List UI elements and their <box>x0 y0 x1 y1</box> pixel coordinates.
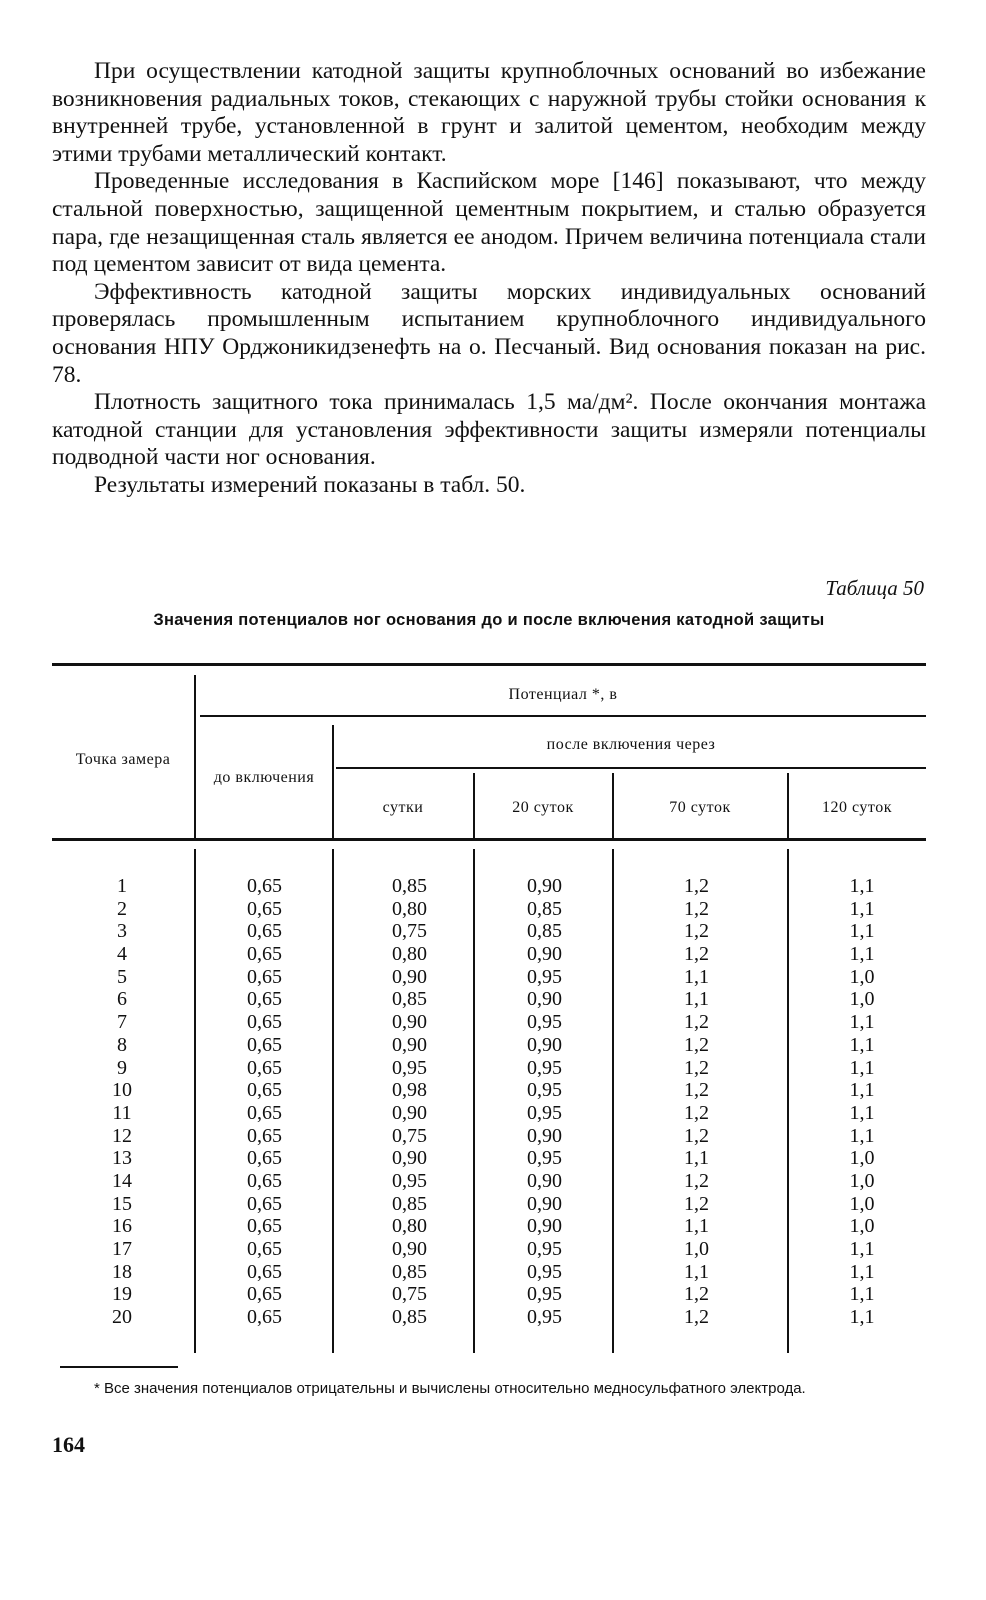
table-cell: 1,2 <box>684 1079 709 1102</box>
table-cell: 0,95 <box>527 1056 562 1079</box>
table-cell: 0,95 <box>527 1260 562 1283</box>
table-cell: 11 <box>112 1101 132 1124</box>
table-cell: 0,65 <box>247 1215 282 1238</box>
table-cell: 0,65 <box>247 1011 282 1034</box>
table-cell: 0,90 <box>527 1033 562 1056</box>
table-cell: 1,1 <box>849 1079 875 1102</box>
table-cell: 1,2 <box>684 920 709 943</box>
table-cell: 1,0 <box>849 1147 875 1170</box>
table-cell: 0,95 <box>527 1079 562 1102</box>
table-cell: 0,90 <box>392 965 427 988</box>
table-row <box>52 920 926 943</box>
table-row <box>52 1306 926 1329</box>
header-bottom-rule <box>52 838 926 841</box>
header-day20: 20 суток <box>512 799 574 816</box>
table-cell: 1,1 <box>849 1101 875 1124</box>
table-cell: 0,65 <box>247 1260 282 1283</box>
table-cell: 0,95 <box>527 1306 562 1329</box>
header-rule-after <box>336 767 926 769</box>
table-cell: 0,85 <box>392 1192 427 1215</box>
table-cell: 1,1 <box>849 875 875 897</box>
paragraph: Плотность защитного тока принималась 1,5 ма/дм². После окончания монтажа катодной станции для установления эффективности защиты измеряли потенциалы подводной части ног основания. <box>52 389 926 471</box>
footnote: * Все значения потенциалов отрицательны и вычислены относительно медносульфатного электрода. <box>94 1380 806 1397</box>
table-cell: 0,75 <box>392 920 427 943</box>
table-cell: 0,65 <box>247 1192 282 1215</box>
table-cell: 0,95 <box>392 1169 427 1192</box>
table-cell: 0,90 <box>392 1033 427 1056</box>
table-row <box>52 1034 926 1057</box>
table-cell: 0,80 <box>392 943 427 966</box>
paragraph: Результаты измерений показаны в табл. 50. <box>94 471 526 498</box>
table-cell: 0,90 <box>527 1169 562 1192</box>
table-cell: 0,65 <box>247 1124 282 1147</box>
table-cell: 0,90 <box>527 1124 562 1147</box>
paragraph: При осуществлении катодной защиты крупноблочных оснований во избежание возникновения радиальных токов, стекающих с наружной трубы стойки основания к внутренней трубе, установленной в грунт и залитой цементом, необходим между этими трубами металлический контакт. <box>52 58 926 167</box>
table-cell: 0,90 <box>392 1238 427 1260</box>
table-cell: 0,65 <box>247 1169 282 1192</box>
table-row <box>52 1283 926 1306</box>
table-row <box>52 1102 926 1125</box>
table-row <box>52 943 926 966</box>
table-cell: 1,1 <box>849 1124 875 1147</box>
table-row <box>52 1125 926 1148</box>
table-cell: 1,2 <box>684 1283 709 1306</box>
table-cell: 1,2 <box>684 897 709 920</box>
table-cell: 0,65 <box>247 965 282 988</box>
table-cell: 2 <box>117 897 127 920</box>
table-cell: 0,98 <box>392 1079 427 1102</box>
header-rule-potential <box>200 715 926 717</box>
table-cell: 7 <box>117 1011 127 1034</box>
table-cell: 1,1 <box>849 1306 875 1329</box>
table-cell: 0,90 <box>392 1147 427 1170</box>
table-cell: 1,2 <box>684 943 709 966</box>
table-cell: 1,0 <box>849 988 875 1011</box>
table-cell: 5 <box>117 965 127 988</box>
table-cell: 0,65 <box>247 897 282 920</box>
table-cell: 0,85 <box>527 920 562 943</box>
table-cell: 1,2 <box>684 1169 709 1192</box>
table-cell: 1 <box>117 875 127 897</box>
table-cell: 1,2 <box>684 1101 709 1124</box>
table-cell: 0,65 <box>247 1033 282 1056</box>
table-cell: 0,95 <box>527 1101 562 1124</box>
table-cell: 0,65 <box>247 1306 282 1329</box>
table-row <box>52 988 926 1011</box>
table-cell: 1,1 <box>684 965 709 988</box>
table-row <box>52 1147 926 1170</box>
table-cell: 1,1 <box>684 1147 709 1170</box>
table-cell: 4 <box>117 943 127 966</box>
table-row <box>52 1261 926 1284</box>
table-cell: 1,1 <box>849 897 875 920</box>
table-row <box>52 1238 926 1261</box>
table-cell: 0,65 <box>247 920 282 943</box>
table-cell: 3 <box>117 920 127 943</box>
table-cell: 20 <box>112 1306 132 1329</box>
table-cell: 0,65 <box>247 1056 282 1079</box>
table-cell: 0,90 <box>392 1101 427 1124</box>
table-cell: 1,1 <box>849 1238 875 1260</box>
table-label: Таблица 50 <box>825 576 924 600</box>
table-cell: 0,90 <box>527 943 562 966</box>
table-row <box>52 898 926 921</box>
table-cell: 10 <box>112 1079 132 1102</box>
table-cell: 1,2 <box>684 1033 709 1056</box>
table-cell: 1,1 <box>849 1283 875 1306</box>
table-cell: 1,2 <box>684 1056 709 1079</box>
table-cell: 1,0 <box>849 1215 875 1238</box>
table-cell: 0,65 <box>247 988 282 1011</box>
table-cell: 1,1 <box>849 1033 875 1056</box>
table-cell: 13 <box>112 1147 132 1170</box>
table-cell: 1,1 <box>849 1056 875 1079</box>
header-after: после включения через <box>546 736 716 753</box>
table-cell: 0,90 <box>527 988 562 1011</box>
table-cell: 1,0 <box>684 1238 709 1260</box>
table-row <box>52 1079 926 1102</box>
table-cell: 1,1 <box>684 1215 709 1238</box>
table-cell: 0,85 <box>392 875 427 897</box>
table-cell: 1,2 <box>684 1192 709 1215</box>
page-number: 164 <box>52 1432 85 1457</box>
table-row <box>52 875 926 898</box>
table-cell: 0,90 <box>527 875 562 897</box>
table-cell: 0,95 <box>527 1147 562 1170</box>
table-cell: 1,1 <box>849 920 875 943</box>
table-cell: 1,0 <box>849 965 875 988</box>
table-cell: 0,65 <box>247 1283 282 1306</box>
header-before: до включения <box>213 769 315 786</box>
table-cell: 0,95 <box>527 1238 562 1260</box>
table-cell: 1,0 <box>849 1169 875 1192</box>
table-cell: 1,1 <box>684 1260 709 1283</box>
header-point: Точка замера <box>75 751 171 768</box>
table-cell: 14 <box>112 1169 132 1192</box>
table-cell: 1,2 <box>684 1011 709 1034</box>
table-cell: 0,75 <box>392 1124 427 1147</box>
header-day70: 70 суток <box>669 799 731 816</box>
table-cell: 8 <box>117 1033 127 1056</box>
table-row <box>52 1193 926 1216</box>
table-cell: 0,80 <box>392 1215 427 1238</box>
table-row <box>52 966 926 989</box>
table-cell: 15 <box>112 1192 132 1215</box>
table-cell: 0,80 <box>392 897 427 920</box>
table-cell: 0,65 <box>247 1147 282 1170</box>
table-cell: 0,75 <box>392 1283 427 1306</box>
table-top-rule <box>52 663 926 666</box>
table-body <box>52 875 926 1329</box>
table-row <box>52 1011 926 1034</box>
footnote-rule <box>60 1366 178 1368</box>
table-cell: 1,2 <box>684 1124 709 1147</box>
table-cell: 1,1 <box>849 1260 875 1283</box>
table-cell: 1,1 <box>684 988 709 1011</box>
table-cell: 1,1 <box>849 1011 875 1034</box>
table-cell: 0,95 <box>527 965 562 988</box>
table-cell: 0,95 <box>527 1283 562 1306</box>
table-cell: 0,65 <box>247 943 282 966</box>
table-cell: 0,95 <box>527 1011 562 1034</box>
table-cell: 6 <box>117 988 127 1011</box>
table-cell: 9 <box>117 1056 127 1079</box>
table-cell: 0,90 <box>392 1011 427 1034</box>
table-cell: 12 <box>112 1124 132 1147</box>
table-cell: 0,65 <box>247 1238 282 1260</box>
header-potential: Потенциал *, в <box>508 686 618 703</box>
table-cell: 0,85 <box>527 897 562 920</box>
table-cell: 18 <box>112 1260 132 1283</box>
table-cell: 0,65 <box>247 1101 282 1124</box>
header-divider <box>194 675 196 838</box>
table-cell: 1,0 <box>849 1192 875 1215</box>
table-cell: 0,95 <box>392 1056 427 1079</box>
table-title: Значения потенциалов ног основания до и после включения катодной защиты <box>153 611 825 629</box>
table-cell: 0,85 <box>392 988 427 1011</box>
table-row <box>52 1170 926 1193</box>
table-row <box>52 1215 926 1238</box>
paragraph: Проведенные исследования в Каспийском море [146] показывают, что между стальной поверхностью, защищенной цементным покрытием, и сталью образуется пара, где незащищенная сталь является ее анодом. Причем величина потенциала стали под цементом зависит от вида цемента. <box>52 168 926 278</box>
table-cell: 0,90 <box>527 1215 562 1238</box>
table-cell: 1,1 <box>849 943 875 966</box>
table-cell: 0,85 <box>392 1306 427 1329</box>
table-cell: 19 <box>112 1283 132 1306</box>
body-text <box>52 58 926 500</box>
table-cell: 1,2 <box>684 875 709 897</box>
table-cell: 16 <box>112 1215 132 1238</box>
table-cell: 1,2 <box>684 1306 709 1329</box>
table-row <box>52 1057 926 1080</box>
header-day120: 120 суток <box>822 799 892 816</box>
data-table <box>52 663 926 1353</box>
table-cell: 17 <box>112 1238 132 1260</box>
table-cell: 0,65 <box>247 875 282 897</box>
table-cell: 0,65 <box>247 1079 282 1102</box>
table-cell: 0,85 <box>392 1260 427 1283</box>
paragraph: Эффективность катодной защиты морских индивидуальных оснований проверялась промышленным испытанием крупноблочного индивидуального основания НПУ Орджоникидзенефть на о. Песчаный. Вид основания показан на рис. 78. <box>52 278 926 388</box>
table-cell: 0,90 <box>527 1192 562 1215</box>
header-day1: сутки <box>382 799 424 816</box>
